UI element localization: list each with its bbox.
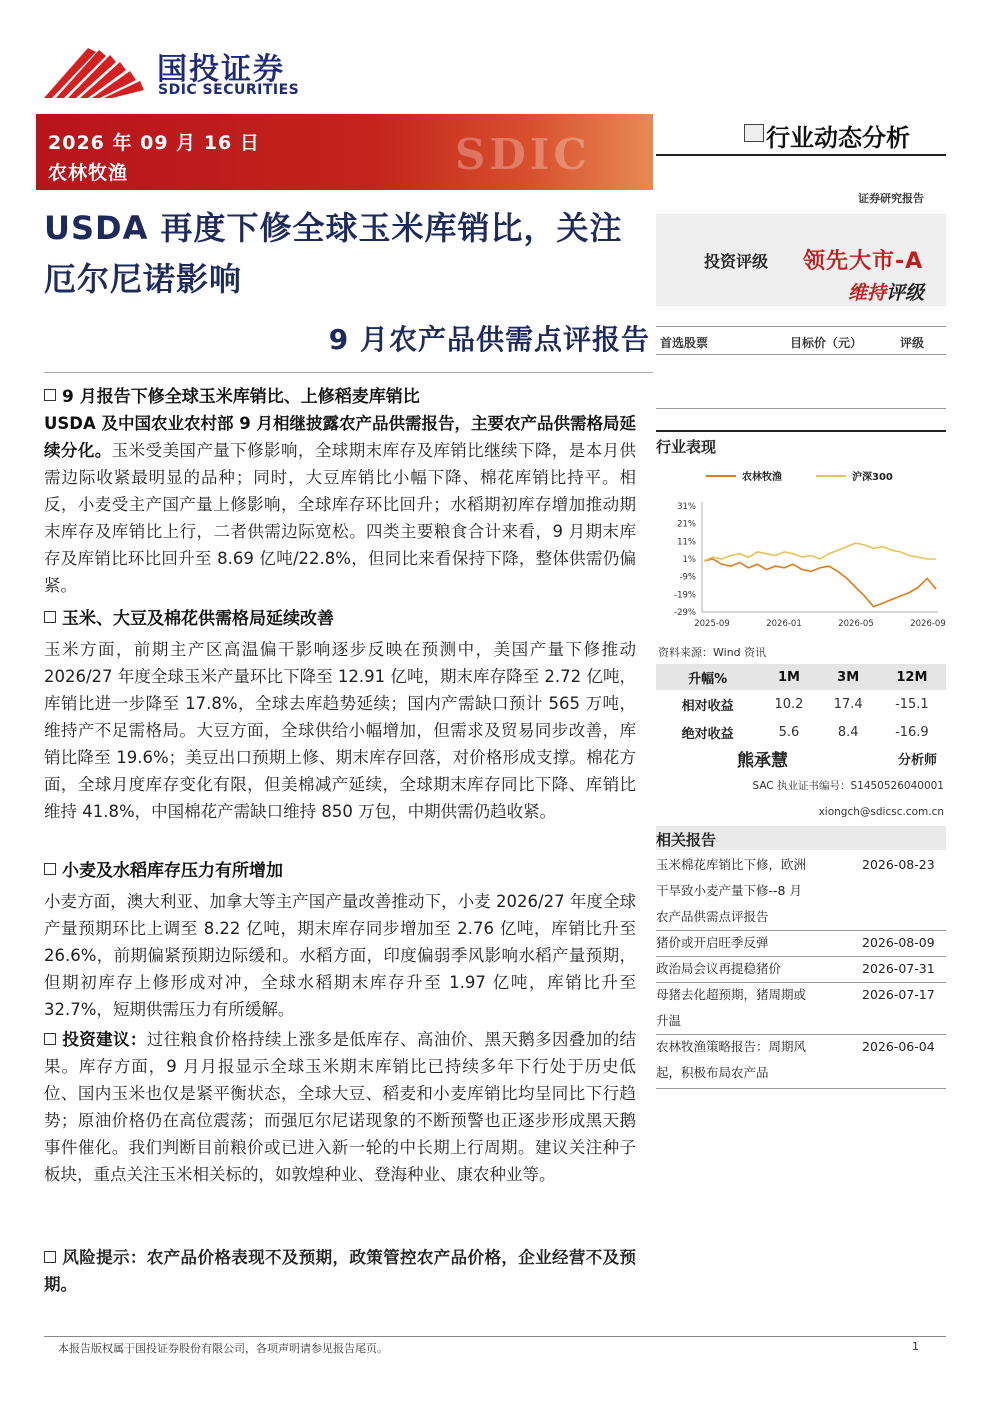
table-cell: 17.4 [833,696,863,712]
report-date: 2026 年 09 月 16 日 [48,132,260,154]
section-body-4 [44,1026,636,1188]
footer-disclaimer: 本报告版权属于国投证券股份有限公司，各项声明请参见报告尾页。 [58,1342,388,1355]
chart-icon [744,124,764,142]
chart-source: 资料来源：Wind 资讯 [658,646,767,659]
bullet-box-icon [44,863,56,875]
table-header-row [656,664,946,690]
picks-head-rule [656,354,946,355]
table-row-label: 相对收益 [681,698,734,714]
table-cell: 10.2 [774,696,804,712]
logo-text-en: SDIC SECURITIES [158,82,300,98]
table-cell: -16.9 [895,724,929,740]
rating-value: 领先大市-A [803,249,924,274]
section-heading-4: 投资建议： [62,1030,147,1049]
bullet-box-icon [44,611,56,623]
header-divider [656,154,946,156]
report-sector: 农林牧渔 [48,162,129,184]
bullet-box-icon [44,1033,56,1045]
perf-title: 行业表现 [656,438,717,456]
section-body-1 [44,410,636,599]
analyst-sac: SAC 执业证书编号：S1450526040001 [752,780,944,792]
performance-table [656,664,946,746]
section-text-5: 农产品价格表现不及预期，政策管控农产品价格，企业经营不及预期。 [44,1248,637,1294]
y-tick-label: 31% [677,502,696,512]
section-heading-3: 小麦及水稻库存压力有所增加 [44,856,283,881]
section-text-1: 玉米受美国产量下修影响，全球期末库存及库销比继续下降，是本月供需边际收紧最明显的品种；同时，大豆库销比小幅下降、棉花库销比持平。相反，小麦受主产国产量上修影响，全球库存环比回升；水稻期初库存增加推动期末库存及库销比上行，二者供需边际宽松。四类主要粮食合计来看，9 月期末库存及库销比环比回升至 8.69 亿吨/22.8%，但同比来看保持下降，整体供需仍偏紧。 [44,441,637,595]
rating-maintain-rest: 评级 [886,282,925,304]
picks-col-target: 目标价（元） [790,336,863,350]
analyst-role: 分析师 [898,753,938,768]
analyst-email[interactable]: xiongch@sdicsc.com.cn [818,806,944,818]
section-text-4: 过往粮食价格持续上涨多是低库存、高油价、黑天鹅多因叠加的结果。库存方面，9 月月报显示全球玉米期末库销比已持续多年下行处于历史低位、国内玉米也仅是紧平衡状态，全球大豆、稻麦和小麦库销比均呈同比下行趋势；原油价格仍在高位震荡；而强厄尔尼诺现象的不断预警也正逐步形成黑天鹅事件催化。我们判断目前粮价或已进入新一轮的中长期上行周期。建议关注种子板块，重点关注玉米相关标的，如敦煌种业、登海种业、康农种业等。 [44,1030,637,1184]
rating-label: 投资评级 [704,252,769,271]
x-tick-label: 2026-01 [766,619,802,629]
related-report-2[interactable]: 猪价或开启旺季反弹 [656,935,769,950]
related-report-date-2: 2026-08-09 [862,935,935,950]
y-tick-label: 21% [677,519,696,530]
x-tick-label: 2026-09 [910,619,946,629]
y-tick-label: -9% [679,572,696,583]
picks-col-rating: 评级 [900,336,925,350]
analyst-name: 熊承慧 [737,751,788,771]
y-tick-label: -19% [674,590,696,601]
legend-label: 农林牧渔 [742,472,782,483]
table-cell: 8.4 [837,724,859,740]
related-report-date-1: 2026-08-23 [862,857,935,872]
y-tick-label: 1% [682,555,696,565]
series-line-hs300 [704,543,936,561]
related-title: 相关报告 [656,831,717,849]
section-heading-2: 玉米、大豆及棉花供需格局延续改善 [44,604,334,629]
page-number: 1 [912,1340,919,1353]
related-report-date-5: 2026-06-04 [862,1039,935,1054]
footer-rule [44,1336,946,1337]
related-report-4[interactable]: 母猪去化超预期，猪周期或 升温 [656,987,807,1028]
table-cell: -15.1 [895,696,929,712]
table-header: 12M [878,664,946,690]
x-tick-label: 2026-05 [838,619,874,629]
bullet-box-icon [44,1251,56,1263]
table-row-label: 绝对收益 [681,726,734,742]
bullet-box-icon [44,389,56,401]
y-tick-label: -29% [674,608,696,618]
logo-text-cn: 国投证券 [157,52,285,87]
section-body-2: 玉米方面，前期主产区高温偏干影响逐步反映在预测中，美国产量下修推动 2026/27 年度全球玉米产量环比下降至 12.91 亿吨，期末库存降至 2.72 亿吨，库销比进一步降至 17.8%，全球去库趋势延续；国内产需缺口预计 565 万吨，维持产不足需格局。大豆方面，全球供给小幅增加，但需求及贸易同步改善，库销比降至 19.6%；美豆出口预期上修、期末库存回落，对价格形成支撑。棉花方面，全球月度库存变化有限，但美棉减产延续，全球期末库存同比下降、库销比维持 41.8%，中国棉花产需缺口维持 850 万包，中期供需仍趋收紧。 [44,640,636,821]
related-report-3[interactable]: 政治局会议再提稳猪价 [656,961,782,976]
section-lead-1: USDA 及中国农业农村部 9 月相继披露农产品供需报告，主要农产品供需格局延续分化。 [44,414,636,460]
legend-label: 沪深300 [852,472,893,483]
section-heading-5: 风险提示： [62,1248,147,1267]
rating-maintain-em: 维持 [848,282,887,304]
table-header: 3M [819,664,878,690]
table-row [656,718,946,746]
title-line-2: 厄尔尼诺影响 [44,260,243,298]
rating-maintain [848,278,924,305]
table-header: 升幅% [656,664,759,690]
x-tick-label: 2025-09 [694,619,730,629]
table-header: 1M [759,664,818,690]
related-report-5[interactable]: 农林牧渔策略报告：周期风 起，积极布局农产品 [656,1039,807,1080]
table-row [656,690,946,718]
related-report-date-3: 2026-07-31 [862,961,935,976]
y-tick-label: 11% [677,537,696,548]
report-category: 证券研究报告 [858,192,924,205]
picks-col-stock: 首选股票 [660,336,709,350]
performance-chart [656,460,946,636]
logo-fan-mark [44,44,144,98]
table-cell: 5.6 [778,724,800,740]
related-report-date-4: 2026-07-17 [862,987,935,1002]
related-report-1[interactable]: 玉米棉花库销比下修，欧洲 干旱致小麦产量下修--8 月 农产品供需点评报告 [656,857,807,924]
related-rule [656,1088,946,1089]
picks-top-rule [656,326,946,327]
section-body-5 [44,1244,636,1298]
subtitle: 9 月农产品供需点评报告 [328,323,650,356]
series-line-sector [704,559,936,607]
report-type: 行业动态分析 [766,124,910,152]
section-heading-1: 9 月报告下修全球玉米库销比、上修稻麦库销比 [44,382,420,407]
banner-watermark: SDIC [455,130,591,179]
picks-bottom-rule [656,408,946,409]
title-rule [44,372,653,373]
title-line-1: USDA 再度下修全球玉米库销比，关注 [44,209,623,247]
section-body-3: 小麦方面，澳大利亚、加拿大等主产国产量改善推动下，小麦 2026/27 年度全球产量预期环比上调至 8.22 亿吨，期末库存同步增加至 2.76 亿吨，库销比升至 26.6%，前期偏紧预期边际缓和。水稻方面，印度偏弱季风影响水稻产量预期，但期初库存上修形成对冲，全球水稻期末库存升至 1.97 亿吨，库销比升至 32.7%，短期供需压力有所缓解。 [44,892,636,1019]
